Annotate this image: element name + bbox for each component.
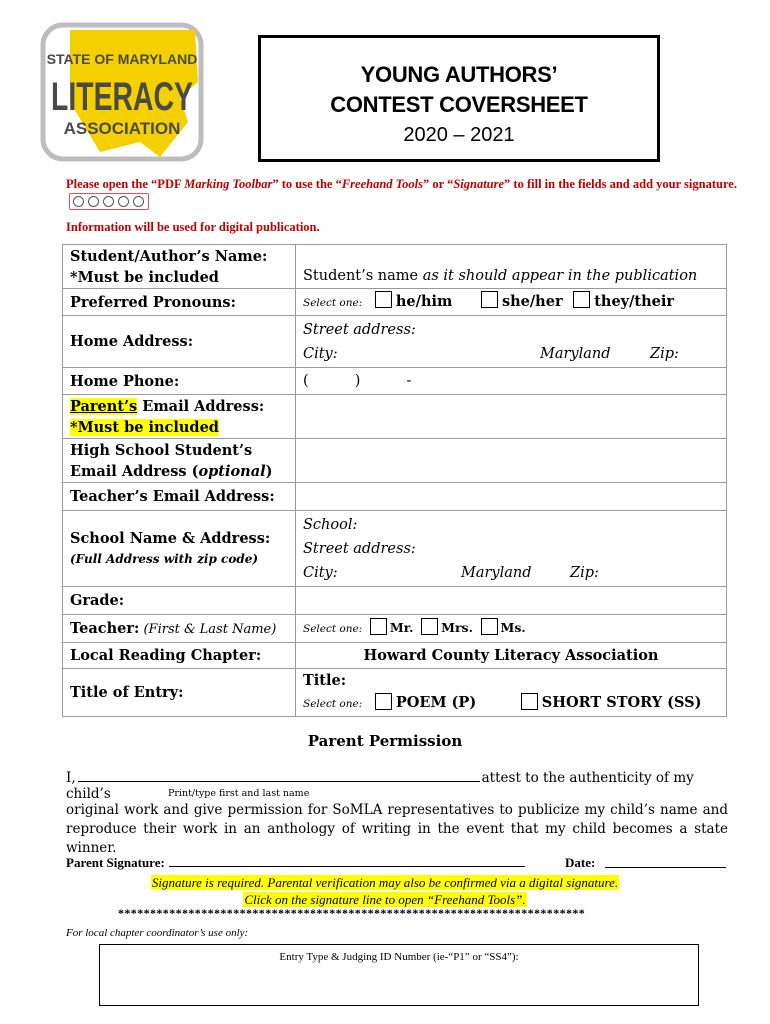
divider-stars: ************************************************************************* bbox=[118, 906, 586, 920]
hs-email-label: High School Student’s Email Address (optional) bbox=[63, 439, 296, 483]
title-entry-field: Title: Select one: POEM (P) SHORT STORY (SS) bbox=[296, 669, 727, 717]
row-teacher bbox=[63, 615, 727, 643]
chapter-value: Howard County Literacy Association bbox=[296, 643, 727, 669]
instructions: Please open the “PDF Marking Toolbar” to use the “Freehand Tools” or “Signature” to fill in the fields and add your signature. bbox=[66, 176, 746, 211]
teacher-email-label: Teacher’s Email Address: bbox=[63, 483, 296, 511]
student-name-field[interactable]: Student’s name as it should appear in the publication bbox=[296, 245, 727, 289]
row-school bbox=[63, 511, 727, 587]
logo-line1: STATE OF MARYLAND bbox=[46, 51, 198, 67]
chapter-label: Local Reading Chapter: bbox=[63, 643, 296, 669]
parent-signature-line[interactable] bbox=[169, 855, 525, 867]
signature-note-1: Signature is required. Parental verification may also be confirmed via a digital signature. bbox=[151, 875, 619, 890]
signature-row: Parent Signature: Date: bbox=[66, 855, 726, 871]
entry-title-input[interactable]: Title: bbox=[303, 672, 347, 689]
entry-story-checkbox[interactable] bbox=[521, 693, 538, 710]
home-phone-field[interactable]: ( ) - bbox=[296, 368, 727, 395]
teacher-label: Teacher: (First & Last Name) bbox=[63, 615, 296, 643]
row-teacher-email bbox=[63, 483, 727, 511]
pronoun-sheher-checkbox[interactable] bbox=[481, 291, 498, 308]
home-phone-label: Home Phone: bbox=[63, 368, 296, 395]
coordinator-label: For local chapter coordinator’s use only: bbox=[66, 927, 249, 939]
row-title-entry bbox=[63, 669, 727, 717]
pronouns-label: Preferred Pronouns: bbox=[63, 289, 296, 316]
date-line[interactable] bbox=[605, 867, 726, 868]
title-line2: CONTEST COVERSHEET bbox=[330, 92, 588, 117]
coordinator-box[interactable]: Entry Type & Judging ID Number (ie-“P1” or “SS4”): bbox=[99, 944, 699, 1006]
logo-graphic bbox=[40, 22, 204, 162]
parent-name-hint: Print/type first and last name bbox=[168, 788, 310, 799]
coversheet-form bbox=[62, 244, 727, 717]
row-pronouns bbox=[63, 289, 727, 316]
school-label: School Name & Address: (Full Address with zip code) bbox=[63, 511, 296, 587]
parent-email-label: Parent’s Email Address: *Must be included bbox=[63, 395, 296, 439]
parent-name-input[interactable] bbox=[78, 769, 480, 782]
teacher-mr-checkbox[interactable] bbox=[370, 618, 387, 635]
title-year: 2020 – 2021 bbox=[403, 124, 515, 146]
teacher-field: Select one: Mr. Mrs. Ms. bbox=[296, 615, 727, 643]
student-name-label: Student/Author’s Name: *Must be included bbox=[63, 245, 296, 289]
title-box bbox=[258, 35, 660, 162]
title-entry-label: Title of Entry: bbox=[63, 669, 296, 717]
row-student-name bbox=[63, 245, 727, 289]
parent-permission-title: Parent Permission bbox=[307, 732, 463, 750]
pronoun-hehim-checkbox[interactable] bbox=[375, 291, 392, 308]
row-home-phone bbox=[63, 368, 727, 395]
grade-label: Grade: bbox=[63, 587, 296, 615]
grade-field[interactable] bbox=[296, 587, 727, 615]
parent-email-field[interactable] bbox=[296, 395, 727, 439]
entry-poem-checkbox[interactable] bbox=[375, 693, 392, 710]
teacher-mrs-checkbox[interactable] bbox=[421, 618, 438, 635]
school-field[interactable]: School: Street address: City: Maryland Zip: bbox=[296, 511, 727, 587]
teacher-email-field[interactable] bbox=[296, 483, 727, 511]
literacy-association-logo bbox=[40, 22, 204, 162]
row-hs-email bbox=[63, 439, 727, 483]
home-address-label: Home Address: bbox=[63, 316, 296, 368]
logo-line2: LITERACY bbox=[51, 75, 194, 119]
digital-publication-note: Information will be used for digital publication. bbox=[66, 220, 320, 234]
permission-body: original work and give permission for SoMLA representatives to publicize my child’s name and reproduce their work in an anthology of writing in the event that my child becomes a state winner. bbox=[66, 802, 728, 856]
teacher-ms-checkbox[interactable] bbox=[481, 618, 498, 635]
home-address-field[interactable]: Street address: City: Maryland Zip: bbox=[296, 316, 727, 368]
signature-note-2: Click on the signature line to open “Freehand Tools”. bbox=[244, 892, 526, 907]
hs-email-field[interactable] bbox=[296, 439, 727, 483]
row-home-address bbox=[63, 316, 727, 368]
parent-name-line: I, attest to the authenticity of my child’s bbox=[66, 770, 694, 802]
logo-line3: ASSOCIATION bbox=[63, 119, 181, 138]
row-parent-email bbox=[63, 395, 727, 439]
marking-toolbar-icon bbox=[69, 193, 149, 210]
title-line1: YOUNG AUTHORS’ bbox=[360, 62, 558, 87]
pronouns-field: Select one: he/him she/her they/their bbox=[296, 289, 727, 316]
row-grade bbox=[63, 587, 727, 615]
pronoun-theytheir-checkbox[interactable] bbox=[573, 291, 590, 308]
row-chapter bbox=[63, 643, 727, 669]
